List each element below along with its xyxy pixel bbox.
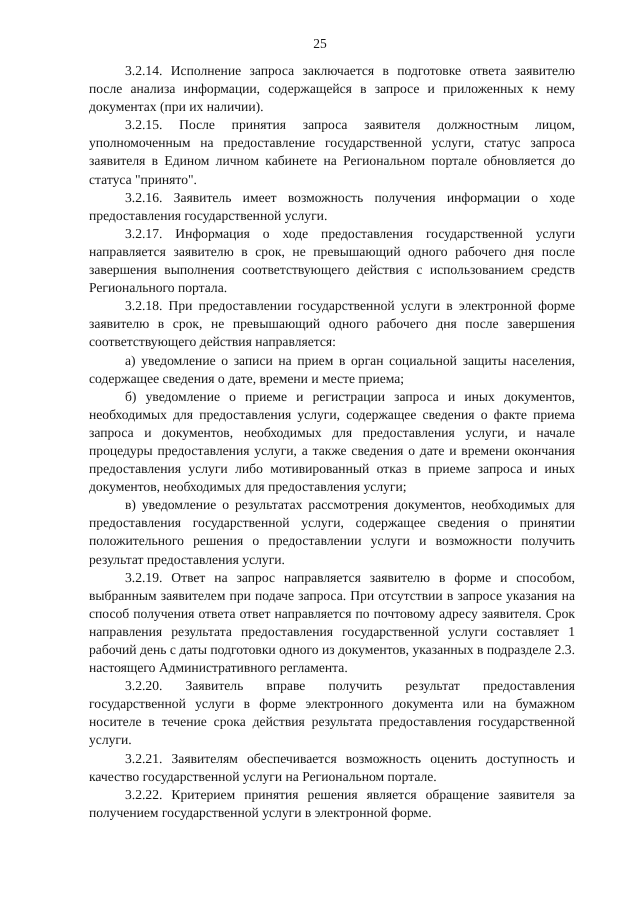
list-item-b: б) уведомление о приеме и регистрации запроса и иных документов, необходимых для предоставления услуги, содержащее сведения о факте приема запроса и документов, необходимых для предоставления услуги, и начале процедуры предоставления услуги, а также сведения о дате и времени окончания предоставления услуги либо мотивированный отказ в приеме запроса и иных документов, необходимых для предоставления услуги;	[89, 388, 575, 495]
paragraph-3-2-18: 3.2.18. При предоставлении государственной услуги в электронной форме заявителю в срок, не превышающий одного рабочего дня после завершения соответствующего действия направляется:	[89, 298, 575, 350]
paragraph-3-2-14: 3.2.14. Исполнение запроса заключается в подготовке ответа заявителю после анализа информации, содержащейся в запросе и приложенных к нему документах (при их наличии).	[89, 63, 575, 115]
paragraph-3-2-21: 3.2.21. Заявителям обеспечивается возможность оценить доступность и качество государственной услуги на Региональном портале.	[89, 750, 575, 784]
paragraph-3-2-19: 3.2.19. Ответ на запрос направляется заявителю в форме и способом, выбранным заявителем при подаче запроса. При отсутствии в запросе указания на способ получения ответа ответ направляется по почтовому адресу заявителя. Срок направления результата предоставления государственной услуги составляет 1 рабочий день с даты подготовки одного из документов, указанных в подразделе 2.3. настоящего Административного регламента.	[89, 569, 575, 676]
paragraph-3-2-16: 3.2.16. Заявитель имеет возможность получения информации о ходе предоставления государственной услуги.	[89, 189, 575, 223]
paragraph-3-2-22: 3.2.22. Критерием принятия решения является обращение заявителя за получением государственной услуги в электронной форме.	[89, 786, 575, 820]
paragraph-3-2-17: 3.2.17. Информация о ходе предоставления государственной услуги направляется заявителю в срок, не превышающий одного рабочего дня после завершения выполнения соответствующего действия с использованием средств Регионального портала.	[89, 225, 575, 296]
list-item-a: а) уведомление о записи на прием в орган социальной защиты населения, содержащее сведения о дате, времени и месте приема;	[89, 352, 575, 386]
paragraph-3-2-20: 3.2.20. Заявитель вправе получить результат предоставления государственной услуги в форме электронного документа или на бумажном носителе в течение срока действия результата предоставления государственной услуги.	[89, 678, 575, 748]
page-number: 25	[313, 36, 327, 51]
paragraph-3-2-15: 3.2.15. После принятия запроса заявителя должностным лицом, уполномоченным на предоставление государственной услуги, статус запроса заявителя в Едином личном кабинете на Региональном портале обновляется до статуса "принято".	[89, 117, 575, 187]
list-item-v: в) уведомление о результатах рассмотрения документов, необходимых для предоставления государственной услуги, содержащее сведения о принятии положительного решения о предоставлении услуги и возможности получить результат предоставления услуги.	[89, 497, 575, 567]
document-body	[89, 62, 575, 822]
